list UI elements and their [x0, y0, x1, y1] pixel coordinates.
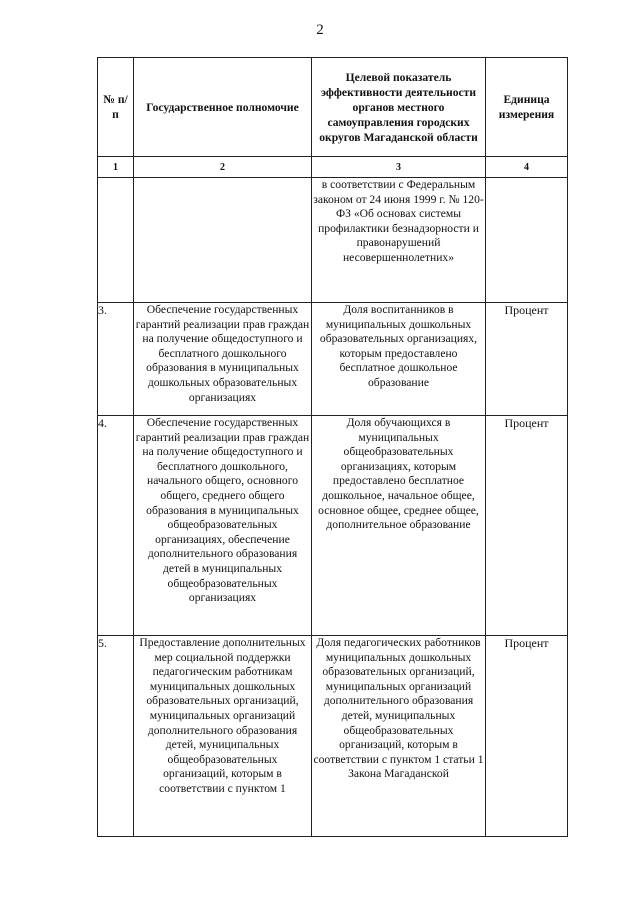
row-power: Обеспечение государственных гарантий реализации прав граждан на получение общедоступного и бесплатного дошкольного образования в муниципальных дошкольных образовательных организациях: [134, 303, 312, 416]
header-num: № п/п: [98, 58, 134, 157]
page-number: 2: [316, 22, 324, 38]
row-number: 5.: [98, 636, 134, 837]
row-power: [134, 178, 312, 303]
row-number: [98, 178, 134, 303]
column-index: 3: [312, 157, 486, 178]
header-indicator: Целевой показатель эффективности деятельности органов местного самоуправления городских округов Магаданской области: [312, 58, 486, 157]
row-number: 3.: [98, 303, 134, 416]
row-unit: Процент: [486, 416, 568, 636]
row-unit: [486, 178, 568, 303]
row-indicator: Доля педагогических работников муниципальных дошкольных образовательных организаций, муниципальных организаций дополнительного образования детей, муниципальных общеобразовательных организаций, которым в соответствии с пунктом 1 статьи 1 Закона Магаданской: [312, 636, 486, 837]
column-index-row: [98, 157, 568, 178]
row-number: 4.: [98, 416, 134, 636]
table-row: [98, 636, 568, 837]
column-index: 4: [486, 157, 568, 178]
table-row: [98, 416, 568, 636]
header-power: Государственное полномочие: [134, 58, 312, 157]
row-unit: Процент: [486, 636, 568, 837]
row-indicator: в соответствии с Федеральным законом от 24 июня 1999 г. № 120-ФЗ «Об основах системы профилактики безнадзорности и правонарушений несовершеннолетних»: [312, 178, 486, 303]
row-power: Предоставление дополнительных мер социальной поддержки педагогическим работникам муниципальных дошкольных образовательных организаций, муниципальных организаций дополнительного образования детей, муниципальных общеобразовательных организаций, которым в соответствии с пунктом 1: [134, 636, 312, 837]
header-unit: Единица измерения: [486, 58, 568, 157]
indicators-table: [97, 57, 568, 837]
table-row: [98, 303, 568, 416]
row-indicator: Доля обучающихся в муниципальных общеобразовательных организациях, которым предоставлено бесплатное дошкольное, начальное общее, основное общее, среднее общее, дополнительное образование: [312, 416, 486, 636]
column-index: 1: [98, 157, 134, 178]
column-index: 2: [134, 157, 312, 178]
row-unit: Процент: [486, 303, 568, 416]
row-power: Обеспечение государственных гарантий реализации прав граждан на получение общедоступного и бесплатного дошкольного, начального общего, основного общего, среднего общего образования в муниципальных общеобразовательных организациях, обеспечение дополнительного образования детей в муниципальных общеобразовательных организациях: [134, 416, 312, 636]
row-indicator: Доля воспитанников в муниципальных дошкольных образовательных организациях, которым предоставлено бесплатное дошкольное образование: [312, 303, 486, 416]
table-header-row: [98, 58, 568, 157]
table-row: [98, 178, 568, 303]
